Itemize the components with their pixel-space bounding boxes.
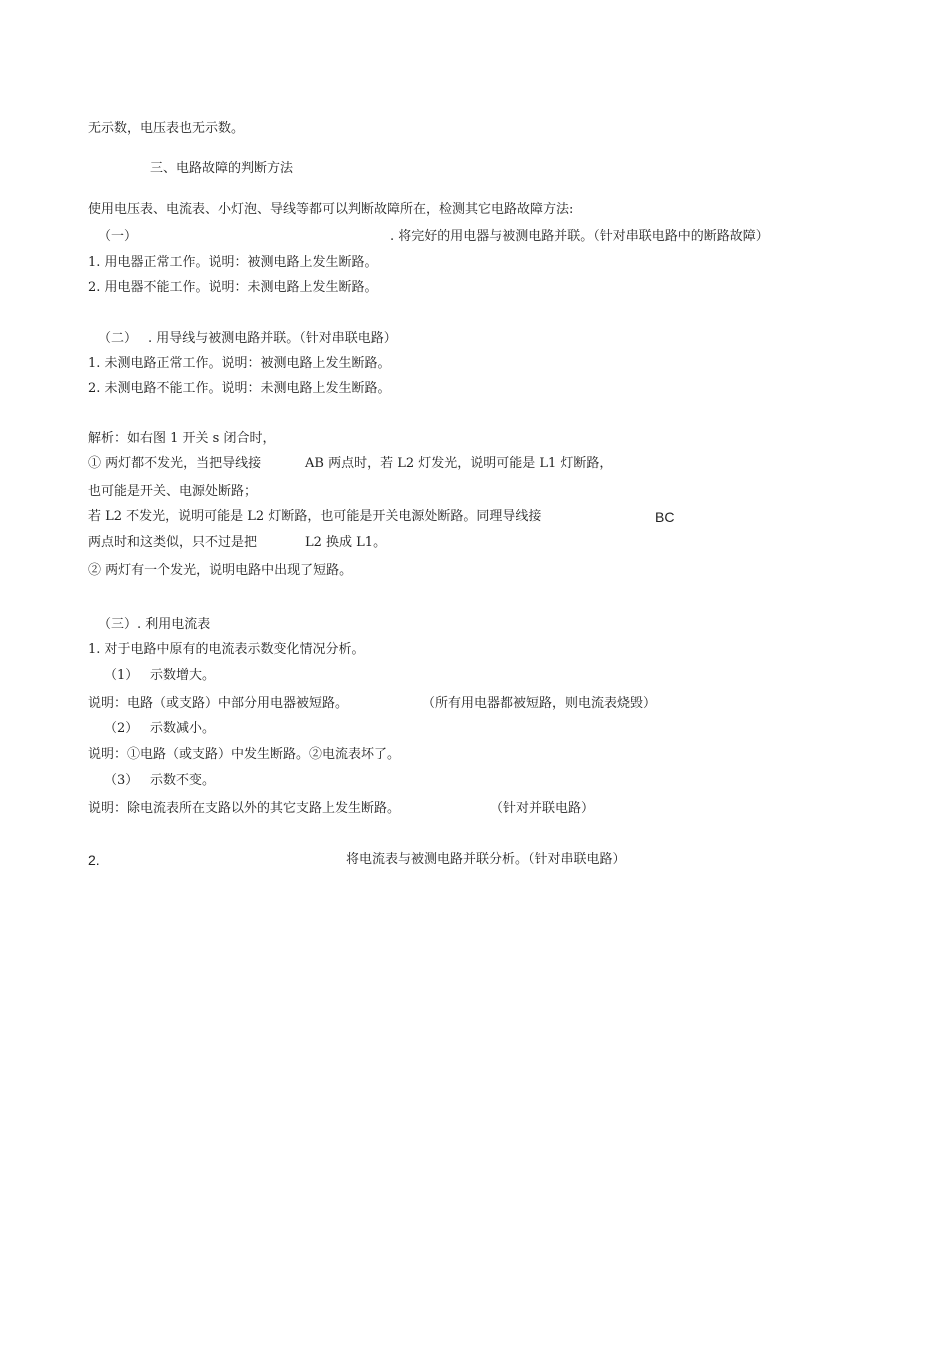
item-text: 示数不变。 bbox=[150, 773, 216, 788]
list-item: 2. 用电器不能工作。说明：未测电路上发生断路。 bbox=[88, 280, 378, 295]
subsection-heading bbox=[0, 331, 950, 347]
paragraph-line: 无示数，电压表也无示数。 bbox=[88, 121, 245, 136]
subsection-number: （二） bbox=[98, 331, 138, 346]
text-segment: （针对并联电路） bbox=[490, 801, 595, 816]
subsection-title: . 将完好的用电器与被测电路并联。（针对串联电路中的断路故障） bbox=[390, 229, 769, 244]
list-item bbox=[0, 721, 950, 737]
list-item bbox=[0, 668, 950, 684]
section-heading: 三、电路故障的判断方法 bbox=[150, 161, 294, 176]
list-item bbox=[0, 773, 950, 789]
subsection-heading bbox=[0, 229, 950, 245]
list-item: 1. 未测电路正常工作。说明：被测电路上发生断路。 bbox=[88, 356, 391, 371]
item-text: 将电流表与被测电路并联分析。（针对串联电路） bbox=[346, 852, 626, 867]
paragraph-line: 解析：如右图 1 开关 s 闭合时， bbox=[88, 431, 276, 446]
item-number: 2. bbox=[88, 852, 100, 868]
text-segment: 若 L2 不发光，说明可能是 L2 灯断路，也可能是开关电源处断路。同理导线接 bbox=[88, 509, 542, 524]
item-number: （3） bbox=[104, 773, 139, 788]
item-text: 示数增大。 bbox=[150, 668, 216, 683]
text-segment: BC bbox=[655, 509, 675, 525]
list-item: 1. 用电器正常工作。说明：被测电路上发生断路。 bbox=[88, 255, 378, 270]
paragraph-line: 说明：①电路（或支路）中发生断路。②电流表坏了。 bbox=[88, 747, 401, 762]
text-segment: 两点时和这类似，只不过是把 bbox=[88, 535, 258, 550]
paragraph-line bbox=[0, 509, 950, 525]
text-segment: 说明：电路（或支路）中部分用电器被短路。 bbox=[88, 696, 349, 711]
paragraph-line bbox=[0, 801, 950, 817]
paragraph-line: ② 两灯有一个发光，说明电路中出现了短路。 bbox=[88, 563, 353, 578]
paragraph-line: 也可能是开关、电源处断路； bbox=[88, 484, 258, 499]
text-segment: L2 换成 L1。 bbox=[305, 535, 387, 550]
paragraph-line bbox=[0, 456, 950, 472]
list-item bbox=[0, 852, 950, 868]
text-segment: AB 两点时，若 L2 灯发光，说明可能是 L1 灯断路， bbox=[305, 456, 613, 471]
text-segment: ① 两灯都不发光，当把导线接 bbox=[88, 456, 262, 471]
item-number: （2） bbox=[104, 721, 139, 736]
paragraph-line: 使用电压表、电流表、小灯泡、导线等都可以判断故障所在，检测其它电路故障方法: bbox=[88, 202, 574, 217]
subsection-heading: （三）. 利用电流表 bbox=[98, 617, 211, 632]
subsection-title: . 用导线与被测电路并联。（针对串联电路） bbox=[148, 331, 397, 346]
paragraph-line bbox=[0, 535, 950, 551]
subsection-number: （一） bbox=[98, 229, 138, 244]
item-text: 示数减小。 bbox=[150, 721, 216, 736]
list-item: 1. 对于电路中原有的电流表示数变化情况分析。 bbox=[88, 642, 365, 657]
text-segment: （所有用电器都被短路，则电流表烧毁） bbox=[422, 696, 657, 711]
paragraph-line bbox=[0, 696, 950, 712]
list-item: 2. 未测电路不能工作。说明：未测电路上发生断路。 bbox=[88, 381, 391, 396]
item-number: （1） bbox=[104, 668, 139, 683]
text-segment: 说明：除电流表所在支路以外的其它支路上发生断路。 bbox=[88, 801, 401, 816]
